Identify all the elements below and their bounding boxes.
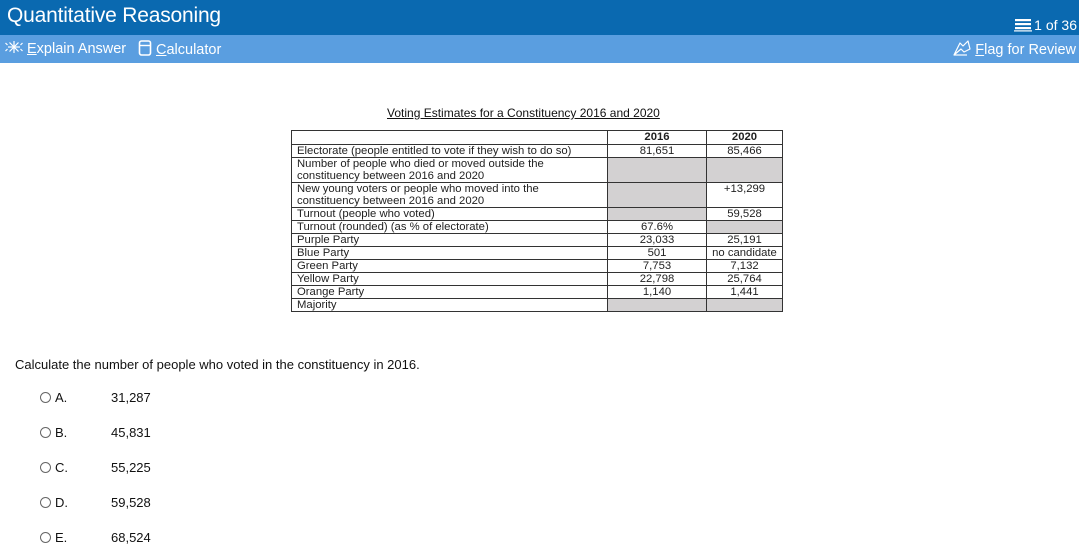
cell-2020: 59,528 bbox=[707, 208, 783, 221]
radio-button[interactable] bbox=[40, 462, 51, 473]
option-c[interactable] bbox=[40, 458, 151, 476]
flag-icon bbox=[953, 40, 971, 60]
cell-2020: 85,466 bbox=[707, 145, 783, 158]
question-text: Calculate the number of people who voted in the constituency in 2016. bbox=[15, 357, 420, 372]
counter-text: 1 of 36 bbox=[1034, 17, 1077, 33]
table-row bbox=[292, 286, 783, 299]
row-label: Purple Party bbox=[292, 234, 608, 247]
table-row bbox=[292, 260, 783, 273]
cell-2020 bbox=[707, 299, 783, 312]
cell-2020: +13,299 bbox=[707, 183, 783, 208]
cell-2020 bbox=[707, 221, 783, 234]
explain-answer-button[interactable] bbox=[5, 40, 126, 58]
radio-button[interactable] bbox=[40, 392, 51, 403]
table-row bbox=[292, 299, 783, 312]
voting-estimates-table bbox=[291, 130, 783, 312]
toolbar bbox=[0, 35, 1079, 63]
table-row bbox=[292, 158, 783, 183]
cell-2016: 7,753 bbox=[608, 260, 707, 273]
cell-2016 bbox=[608, 183, 707, 208]
calculator-button[interactable] bbox=[138, 40, 221, 60]
cell-2016: 67.6% bbox=[608, 221, 707, 234]
list-icon bbox=[1014, 18, 1032, 32]
row-label: Number of people who died or moved outside the constituency between 2016 and 2020 bbox=[292, 158, 608, 183]
row-label: Turnout (rounded) (as % of electorate) bbox=[292, 221, 608, 234]
radio-button[interactable] bbox=[40, 497, 51, 508]
cell-2016: 501 bbox=[608, 247, 707, 260]
table-row bbox=[292, 221, 783, 234]
table-row bbox=[292, 234, 783, 247]
option-b[interactable] bbox=[40, 423, 151, 441]
cell-2020: 25,764 bbox=[707, 273, 783, 286]
table-row bbox=[292, 183, 783, 208]
option-letter: A. bbox=[55, 389, 68, 405]
calculator-label: Calculator bbox=[156, 42, 222, 58]
explain-answer-label: Explain Answer bbox=[27, 41, 127, 57]
row-label: Majority bbox=[292, 299, 608, 312]
row-label: Blue Party bbox=[292, 247, 608, 260]
option-letter: D. bbox=[55, 494, 68, 510]
row-label: Green Party bbox=[292, 260, 608, 273]
cell-2020: no candidate bbox=[707, 247, 783, 260]
title-bar bbox=[0, 0, 1079, 35]
calculator-icon bbox=[138, 40, 152, 60]
radio-button[interactable] bbox=[40, 427, 51, 438]
flag-for-review-button[interactable] bbox=[953, 40, 1076, 60]
question-content bbox=[0, 63, 1079, 549]
cell-2016: 81,651 bbox=[608, 145, 707, 158]
table-row bbox=[292, 247, 783, 260]
radio-button[interactable] bbox=[40, 532, 51, 543]
option-value: 45,831 bbox=[111, 424, 151, 440]
cell-2020: 1,441 bbox=[707, 286, 783, 299]
option-value: 55,225 bbox=[111, 459, 151, 475]
option-letter: E. bbox=[55, 529, 68, 545]
cell-2016 bbox=[608, 158, 707, 183]
flag-for-review-label: Flag for Review bbox=[975, 42, 1076, 58]
table-row bbox=[292, 145, 783, 158]
table-title: Voting Estimates for a Constituency 2016 and 2020 bbox=[387, 106, 660, 120]
option-value: 68,524 bbox=[111, 529, 151, 545]
option-letter: C. bbox=[55, 459, 68, 475]
column-header-2016: 2016 bbox=[608, 131, 707, 145]
app-title: Quantitative Reasoning bbox=[7, 4, 221, 27]
column-header-2020: 2020 bbox=[707, 131, 783, 145]
row-label: New young voters or people who moved into the constituency between 2016 and 2020 bbox=[292, 183, 608, 208]
option-letter: B. bbox=[55, 424, 68, 440]
sparkle-icon bbox=[5, 40, 23, 58]
row-label: Turnout (people who voted) bbox=[292, 208, 608, 221]
question-counter[interactable] bbox=[1014, 17, 1077, 33]
cell-2020: 7,132 bbox=[707, 260, 783, 273]
cell-2016 bbox=[608, 208, 707, 221]
row-label: Electorate (people entitled to vote if they wish to do so) bbox=[292, 145, 608, 158]
table-header-row bbox=[292, 131, 783, 145]
cell-2020 bbox=[707, 158, 783, 183]
row-label: Orange Party bbox=[292, 286, 608, 299]
option-value: 31,287 bbox=[111, 389, 151, 405]
cell-2016: 22,798 bbox=[608, 273, 707, 286]
option-value: 59,528 bbox=[111, 494, 151, 510]
cell-2020: 25,191 bbox=[707, 234, 783, 247]
cell-2016 bbox=[608, 299, 707, 312]
table-row bbox=[292, 273, 783, 286]
option-d[interactable] bbox=[40, 493, 151, 511]
cell-2016: 1,140 bbox=[608, 286, 707, 299]
table-row bbox=[292, 208, 783, 221]
table-header-blank bbox=[292, 131, 608, 145]
option-e[interactable] bbox=[40, 528, 151, 546]
cell-2016: 23,033 bbox=[608, 234, 707, 247]
option-a[interactable] bbox=[40, 388, 151, 406]
row-label: Yellow Party bbox=[292, 273, 608, 286]
